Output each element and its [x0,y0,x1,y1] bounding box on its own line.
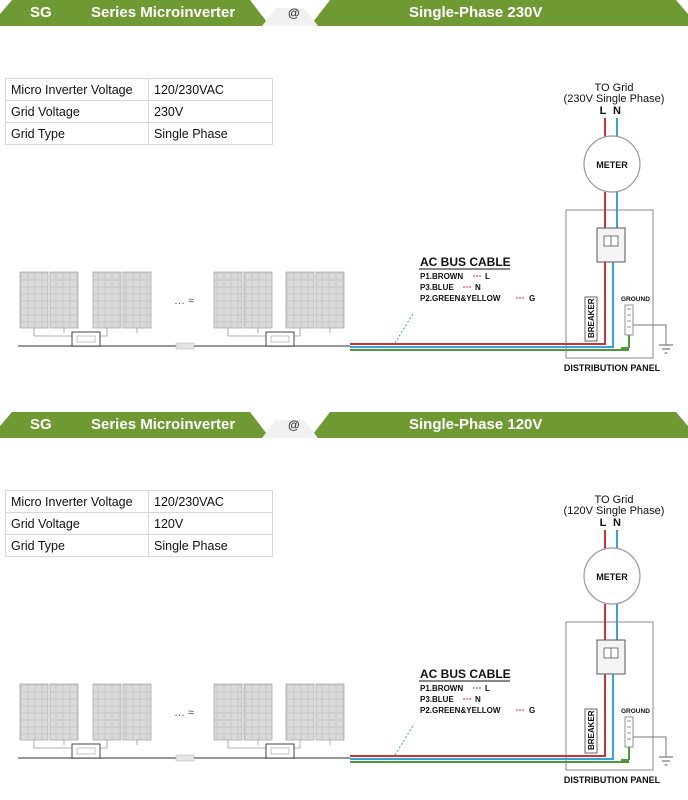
distribution-panel-label: DISTRIBUTION PANEL [563,363,661,373]
solar-panel-icon [316,272,344,328]
banner-at-symbol: @ [288,418,300,432]
grid-title: TO Grid [594,82,634,94]
banner-prefix: SG [30,4,52,21]
solar-panel-icon [286,684,314,740]
grid-live-label: L [599,517,607,529]
spec-label: Grid Voltage [6,101,149,123]
banner-prefix: SG [30,416,52,433]
ac-bus-p1: P1.BROWN [420,272,464,281]
spec-label: Grid Voltage [6,513,149,535]
ground-bar-icon [625,305,633,335]
solar-panel-icon [20,272,48,328]
ground-label: GROUND [621,708,650,715]
grid-title: TO Grid [594,494,634,506]
ac-bus-p1-end: L [485,684,490,693]
solar-panel-icon [93,272,121,328]
spec-value: Single Phase [149,535,273,557]
spec-value: 120/230VAC [149,491,273,513]
meter-label: METER [596,160,628,170]
banner-series-title: Series Microinverter [91,416,236,433]
solar-panel-icon [93,684,121,740]
ac-bus-p2-end: G [529,706,536,715]
solar-panel-icon [244,684,272,740]
ground-bar-icon [625,717,633,747]
solar-panel-icon [123,684,151,740]
solar-panel-icon [214,272,242,328]
solar-panel-icon [20,684,48,740]
wiring-diagram [0,412,688,797]
wiring-diagram [0,0,688,385]
grid-live-label: L [599,105,607,117]
grid-neutral-label: N [613,517,621,529]
solar-array-1 [20,272,151,346]
banner-phase-title: Single-Phase 230V [409,4,543,21]
ac-bus-p2-end: G [529,294,536,303]
banner-series-title: Series Microinverter [91,4,236,21]
spec-value: 230V [149,101,273,123]
breaker-label: BREAKER [587,298,596,338]
solar-array-2 [214,272,344,346]
spec-label: Grid Type [6,535,149,557]
panel-separator [0,385,688,412]
spec-value: 120V [149,513,273,535]
breaker-label: BREAKER [587,710,596,750]
spec-value: 120/230VAC [149,79,273,101]
earth-ground-icon [659,345,673,353]
meter-label: METER [596,572,628,582]
solar-panel-icon [123,272,151,328]
ac-bus-cable-title: AC BUS CABLE [420,255,511,269]
solar-panel-icon [286,272,314,328]
ac-bus-p3: P3.BLUE [420,283,454,292]
ac-bus-cable [350,344,629,350]
banner-at-symbol: @ [288,6,300,20]
ac-bus-p1-end: L [485,272,490,281]
grid-neutral-label: N [613,105,621,117]
solar-panel-icon [214,684,242,740]
spec-label: Micro Inverter Voltage [6,491,149,513]
grid-subtitle: (230V Single Phase) [563,93,665,105]
ac-bus-cable [350,756,629,762]
ac-bus-p3: P3.BLUE [420,695,454,704]
solar-panel-icon [244,272,272,328]
solar-array-2 [214,684,344,758]
ac-bus-p3-end: N [475,695,481,704]
solar-panel-icon [50,272,78,328]
spec-value: Single Phase [149,123,273,145]
panel-single-phase-120v [0,412,688,797]
ac-bus-p2: P2.GREEN&YELLOW [420,294,501,303]
ac-bus-cable-title: AC BUS CABLE [420,667,511,681]
panel-single-phase-230v [0,0,688,385]
grid-subtitle: (120V Single Phase) [563,505,665,517]
solar-panel-icon [50,684,78,740]
ellipsis-icon: … ≈ [174,707,195,719]
ac-bus-p3-end: N [475,283,481,292]
solar-panel-icon [316,684,344,740]
spec-label: Grid Type [6,123,149,145]
spec-label: Micro Inverter Voltage [6,79,149,101]
solar-array-1 [20,684,151,758]
banner-phase-title: Single-Phase 120V [409,416,543,433]
ground-label: GROUND [621,296,650,303]
distribution-panel-label: DISTRIBUTION PANEL [563,775,661,785]
ac-bus-p1: P1.BROWN [420,684,464,693]
earth-ground-icon [659,757,673,765]
ac-bus-p2: P2.GREEN&YELLOW [420,706,501,715]
ellipsis-icon: … ≈ [174,295,195,307]
